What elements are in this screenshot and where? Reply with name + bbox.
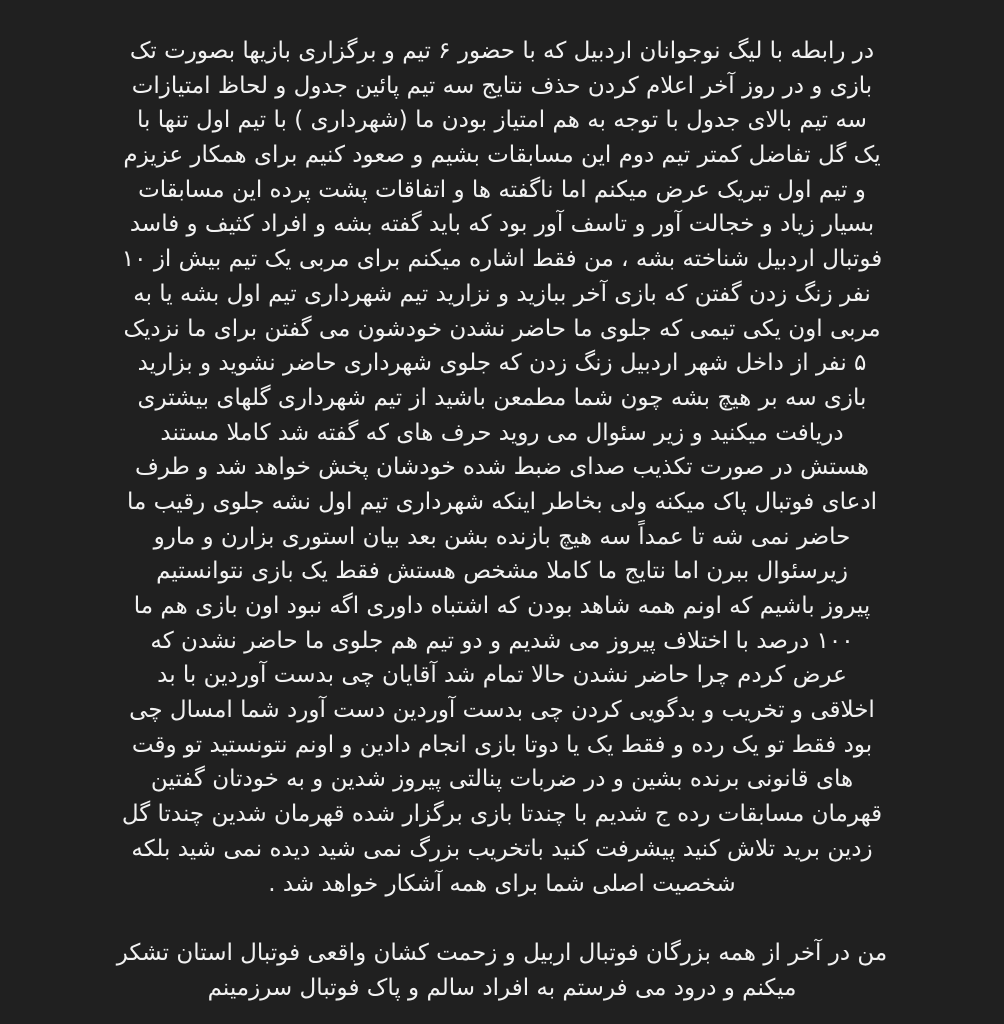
paragraph-gap (56, 901, 948, 936)
text-line: در رابطه با لیگ نوجوانان اردبیل که با حضور ۶ تیم و برگزاری بازیها بصورت تک (129, 38, 875, 64)
text-line: عرض کردم چرا حاضر نشدن حالا تمام شد آقایان چی بدست آوردین با بد (157, 662, 847, 689)
text-line: میکنم و درود می فرستم به افراد سالم و پاک فوتبال سرزمینم (207, 974, 797, 1001)
text-line: بود فقط تو یک رده و فقط یک یا دوتا بازی انجام دادین و اونم نتونستید تو وقت (131, 731, 873, 758)
text-line: مربی اون یکی تیمی که جلوی ما حاضر نشدن خودشون می گفتن برای ما نزدیک (123, 315, 881, 342)
text-line: ۵ نفر از داخل شهر اردبیل زنگ زدن که جلوی شهرداری حاضر نشوید و بزارید (137, 350, 867, 377)
text-line: بسیار زیاد و خجالت آور و تاسف آور بود که باید گفته بشه و افراد کثیف و فاسد (129, 211, 875, 238)
text-line: دریافت میکنید و زیر سئوال می روید حرف های که گفته شد کاملا مستند (160, 419, 844, 446)
text-line: زدین برید تلاش کنید پیشرفت کنید باتخریب بزرگ نمی شید دیده نمی شید بلکه (131, 835, 873, 862)
text-line: های قانونی برنده بشین و در ضربات پنالتی پیروز شدین و به خودتان گفتین (150, 766, 854, 793)
text-line: شخصیت اصلی شما برای همه آشکار خواهد شد . (268, 870, 736, 897)
text-line: من در آخر از همه بزرگان فوتبال اربیل و زحمت کشان واقعی فوتبال استان تشکر (116, 939, 888, 966)
text-line: پیروز باشیم که اونم همه شاهد بودن که اشتباه داوری اگه نبود اون بازی هم ما (133, 593, 871, 619)
text-line: نفر زنگ زدن گفتن که بازی آخر ببازید و نزارید تیم شهرداری تیم اول بشه یا به (133, 280, 871, 307)
text-line: زیرسئوال ببرن اما نتایج ما کاملا مشخص هستش فقط یک بازی نتوانستیم (156, 558, 848, 585)
text-line: سه تیم بالای جدول با توجه به هم امتیاز بودن ما (شهرداری ) با تیم اول تنها با (137, 107, 867, 134)
text-line: ۱۰۰ درصد با اختلاف پیروز می شدیم و دو تیم هم جلوی ما حاضر نشدن که (150, 627, 854, 654)
text-line: بازی و در روز آخر اعلام کردن حذف نتایج سه تیم پائین جدول و لحاظ امتیازات (131, 72, 873, 99)
text-line: ادعای فوتبال پاک میکنه ولی بخاطر اینکه شهرداری تیم اول نشه جلوی رقیب ما (127, 488, 877, 515)
text-line: یک گل تفاضل کمتر تیم دوم این مسابقات بشیم و صعود کنیم برای همکار عزیزم (123, 142, 881, 169)
text-line: حاضر نمی شه تا عمداً سه هیچ بازنده بشن بعد بیان استوری بزارن و مارو (153, 523, 851, 550)
text-line: و تیم اول تبریک عرض میکنم اما ناگفته ها و اتفاقات پشت پرده این مسابقات (138, 176, 866, 203)
text-line: هستش در صورت تکذیب صدای ضبط شده خودشان پخش خواهد شد و طرف (134, 454, 870, 481)
text-line: قهرمان مسابقات رده ج شدیم با چندتا بازی برگزار شده قهرمان شدین چندتا گل (121, 801, 883, 828)
text-line: فوتبال اردبیل شناخته بشه ، من فقط اشاره میکنم برای مربی یک تیم بیش از ۱۰ (121, 246, 883, 273)
text-line: بازی سه بر هیچ بشه چون شما مطمعن باشید از تیم شهرداری گلهای بیشتری (137, 384, 867, 411)
text-line: اخلاقی و تخریب و بدگویی کردن چی بدست آوردین دست آورد شما امسال چی (129, 697, 875, 724)
paragraph-1 (56, 34, 948, 901)
paragraph-2 (56, 936, 948, 1005)
post-text (56, 34, 948, 1005)
